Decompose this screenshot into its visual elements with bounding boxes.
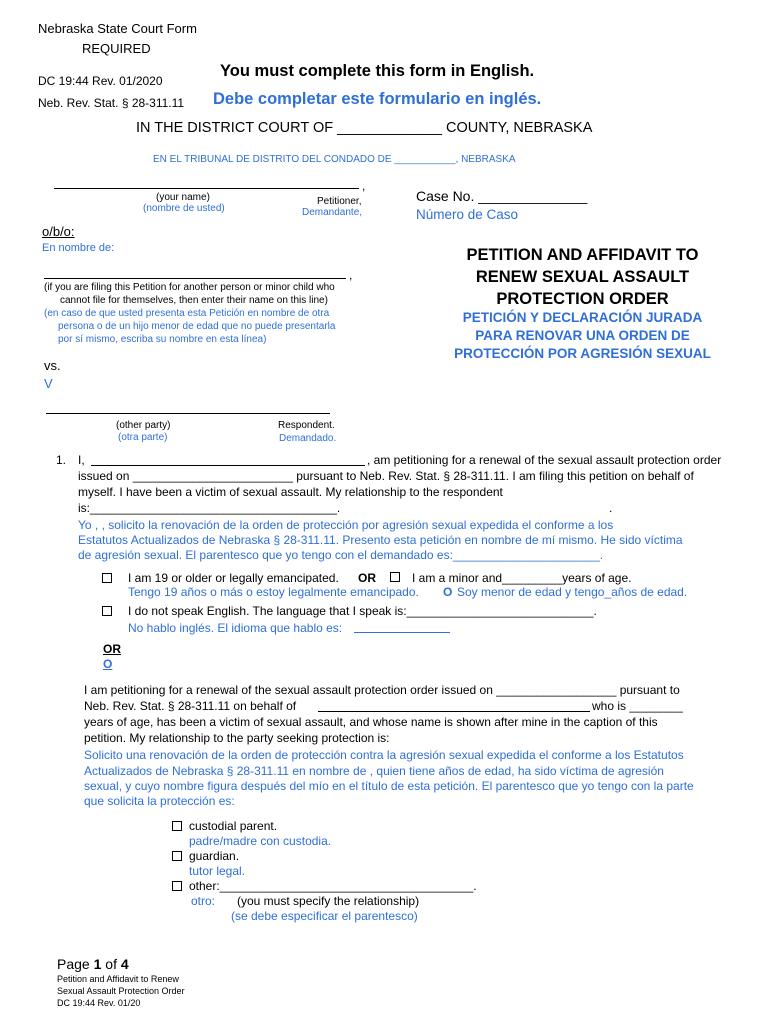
petitioner-name-field[interactable] [91, 465, 365, 466]
form-number: DC 19:44 Rev. 01/2020 [38, 74, 163, 88]
obo-name-line[interactable] [44, 278, 346, 279]
form-title-es1: PETICIÓN Y DECLARACIÓN JURADA [462, 310, 703, 325]
page-of: of [101, 956, 121, 972]
adult-checkbox[interactable] [102, 573, 112, 583]
minor-label-es: Soy menor de edad y tengo_años de edad. [457, 585, 688, 599]
required-label: REQUIRED [82, 41, 151, 56]
other-relationship-note: (you must specify the relationship) [237, 894, 420, 908]
other-party-label-es: (otra parte) [118, 432, 168, 443]
respondent-label: Respondent. [278, 420, 335, 431]
petitioner-label: Petitioner, [317, 196, 362, 207]
other-relationship-checkbox[interactable] [172, 881, 182, 891]
spanish-notice: Debe completar este formulario en inglés. [213, 90, 542, 108]
case-number-label: Case No. ______________ [416, 188, 588, 204]
obo-note-es-1: (en caso de que usted presenta esta Petición en nombre de otra [44, 308, 330, 319]
adult-label: I am 19 or older or legally emancipated. [128, 571, 339, 585]
behalf-es2: Actualizados de Nebraska § 28-311.11 en nombre de , quien tiene años de edad, ha sido víctima de agresión [84, 764, 664, 778]
item1-line4: is:_____________________________________. [78, 501, 341, 515]
page-prefix: Page [57, 956, 94, 972]
obo-label-es: En nombre de: [42, 242, 115, 254]
page-number: 1 [93, 956, 102, 972]
custodial-parent-label: custodial parent. [189, 819, 278, 833]
custodial-parent-checkbox[interactable] [172, 821, 182, 831]
behalf-line3: years of age, has been a victim of sexual assault, and whose name is shown after mine in the caption of this [84, 715, 658, 729]
page-indicator [57, 956, 129, 972]
obo-note-2: cannot file for themselves, then enter their name on this line) [60, 295, 328, 306]
custodial-parent-label-es: padre/madre con custodia. [189, 834, 332, 848]
guardian-label: guardian. [189, 849, 240, 863]
item1-line1-start: I, [78, 453, 85, 467]
state-form-label: Nebraska State Court Form [38, 21, 197, 36]
vs-label-es: V [44, 376, 53, 391]
footer-line2: Sexual Assault Protection Order [57, 986, 185, 996]
petitioner-name-line[interactable] [54, 188, 359, 189]
form-title-line1: PETITION AND AFFIDAVIT TO [466, 246, 699, 264]
behalf-es3: sexual, y cuyo nombre figura después del mío en el título de esta petición. El parentesco que yo tengo con la parte [84, 779, 694, 793]
age-or-label: OR [358, 571, 376, 585]
form-title-line2: RENEW SEXUAL ASSAULT [475, 268, 690, 286]
obo-comma: , [349, 268, 353, 282]
item1-line4-end: . [609, 501, 613, 515]
adult-label-es: Tengo 19 años o más o estoy legalmente emancipado. [128, 585, 419, 599]
language-checkbox[interactable] [102, 606, 112, 616]
item1-es2: Estatutos Actualizados de Nebraska § 28-311.11. Presento esta petición en nombre de mí mismo. He sido víctima [78, 533, 683, 547]
vs-label: vs. [44, 358, 61, 373]
language-field[interactable] [354, 632, 450, 633]
guardian-checkbox[interactable] [172, 851, 182, 861]
item1-line2: issued on ________________________ pursuant to Neb. Rev. Stat. § 28-311.11. I am filing this petition on behalf of [78, 469, 694, 483]
footer-line1: Petition and Affidavit to Renew [57, 974, 179, 984]
item1-line3: myself. I have been a victim of sexual assault. My relationship to the respondent [78, 485, 503, 499]
behalf-line2-end: who is ________ [592, 699, 683, 713]
behalf-line1: I am petitioning for a renewal of the sexual assault protection order issued on __________________ pursuant to [84, 683, 680, 697]
case-number-label-es: Número de Caso [416, 207, 519, 222]
your-name-label-es: (nombre de usted) [143, 203, 225, 214]
other-relationship-label: other:______________________________________. [189, 879, 477, 893]
age-or-label-es: O [443, 585, 453, 599]
obo-note-es-2: persona o de un hijo menor de edad que no puede presentarla [58, 321, 336, 332]
or-separator: OR [103, 642, 121, 656]
footer-line3: DC 19:44 Rev. 01/20 [57, 998, 141, 1008]
protected-party-field[interactable] [318, 711, 590, 712]
item1-es1: Yo , , solicito la renovación de la orden de protección por agresión sexual expedida el conforme a los [78, 518, 614, 532]
respondent-label-es: Demandado. [279, 433, 337, 444]
obo-note-es-3: por sí mismo, escriba su nombre en esta línea) [58, 334, 267, 345]
petitioner-label-es: Demandante, [302, 207, 363, 218]
court-title-es: EN EL TRIBUNAL DE DISTRITO DEL CONDADO DE ___________, NEBRASKA [153, 154, 516, 165]
obo-label: o/b/o: [42, 224, 75, 239]
behalf-line2-start: Neb. Rev. Stat. § 28-311.11 on behalf of [84, 699, 297, 713]
or-separator-es: O [103, 657, 113, 671]
statute-ref: Neb. Rev. Stat. § 28-311.11 [38, 96, 185, 110]
behalf-es4: que solicita la protección es: [84, 794, 235, 808]
guardian-label-es: tutor legal. [189, 864, 246, 878]
form-title-line3: PROTECTION ORDER [496, 290, 669, 308]
other-relationship-label-es: otro: [191, 894, 216, 908]
english-notice: You must complete this form in English. [220, 62, 535, 80]
caption-comma: , [362, 179, 366, 193]
other-relationship-note-es: (se debe especificar el parentesco) [231, 909, 418, 923]
your-name-label: (your name) [156, 192, 210, 203]
minor-checkbox[interactable] [390, 572, 400, 582]
page-total: 4 [120, 956, 129, 972]
item1-es3: de agresión sexual. El parentesco que yo tengo con el demandado es:______________________. [78, 548, 604, 562]
form-title-es2: PARA RENOVAR UNA ORDEN DE [475, 328, 690, 343]
behalf-es1: Solicito una renovación de la orden de protección contra la agresión sexual expedida el conforme a los Estatutos [84, 748, 684, 762]
minor-label: I am a minor and_________years of age. [412, 571, 632, 585]
item1-number: 1. [56, 453, 67, 467]
court-title: IN THE DISTRICT COURT OF _____________ COUNTY, NEBRASKA [136, 120, 593, 136]
respondent-name-line[interactable] [46, 413, 330, 414]
other-party-label: (other party) [116, 420, 171, 431]
item1-line1-end: , am petitioning for a renewal of the sexual assault protection order [367, 453, 722, 467]
obo-note-1: (if you are filing this Petition for another person or minor child who [44, 282, 335, 293]
language-label: I do not speak English. The language that I speak is:____________________________. [128, 604, 597, 618]
behalf-line4: petition. My relationship to the party seeking protection is: [84, 731, 390, 745]
form-title-es3: PROTECCIÓN POR AGRESIÓN SEXUAL [454, 346, 711, 361]
language-label-es: No hablo inglés. El idioma que hablo es: [128, 621, 343, 635]
